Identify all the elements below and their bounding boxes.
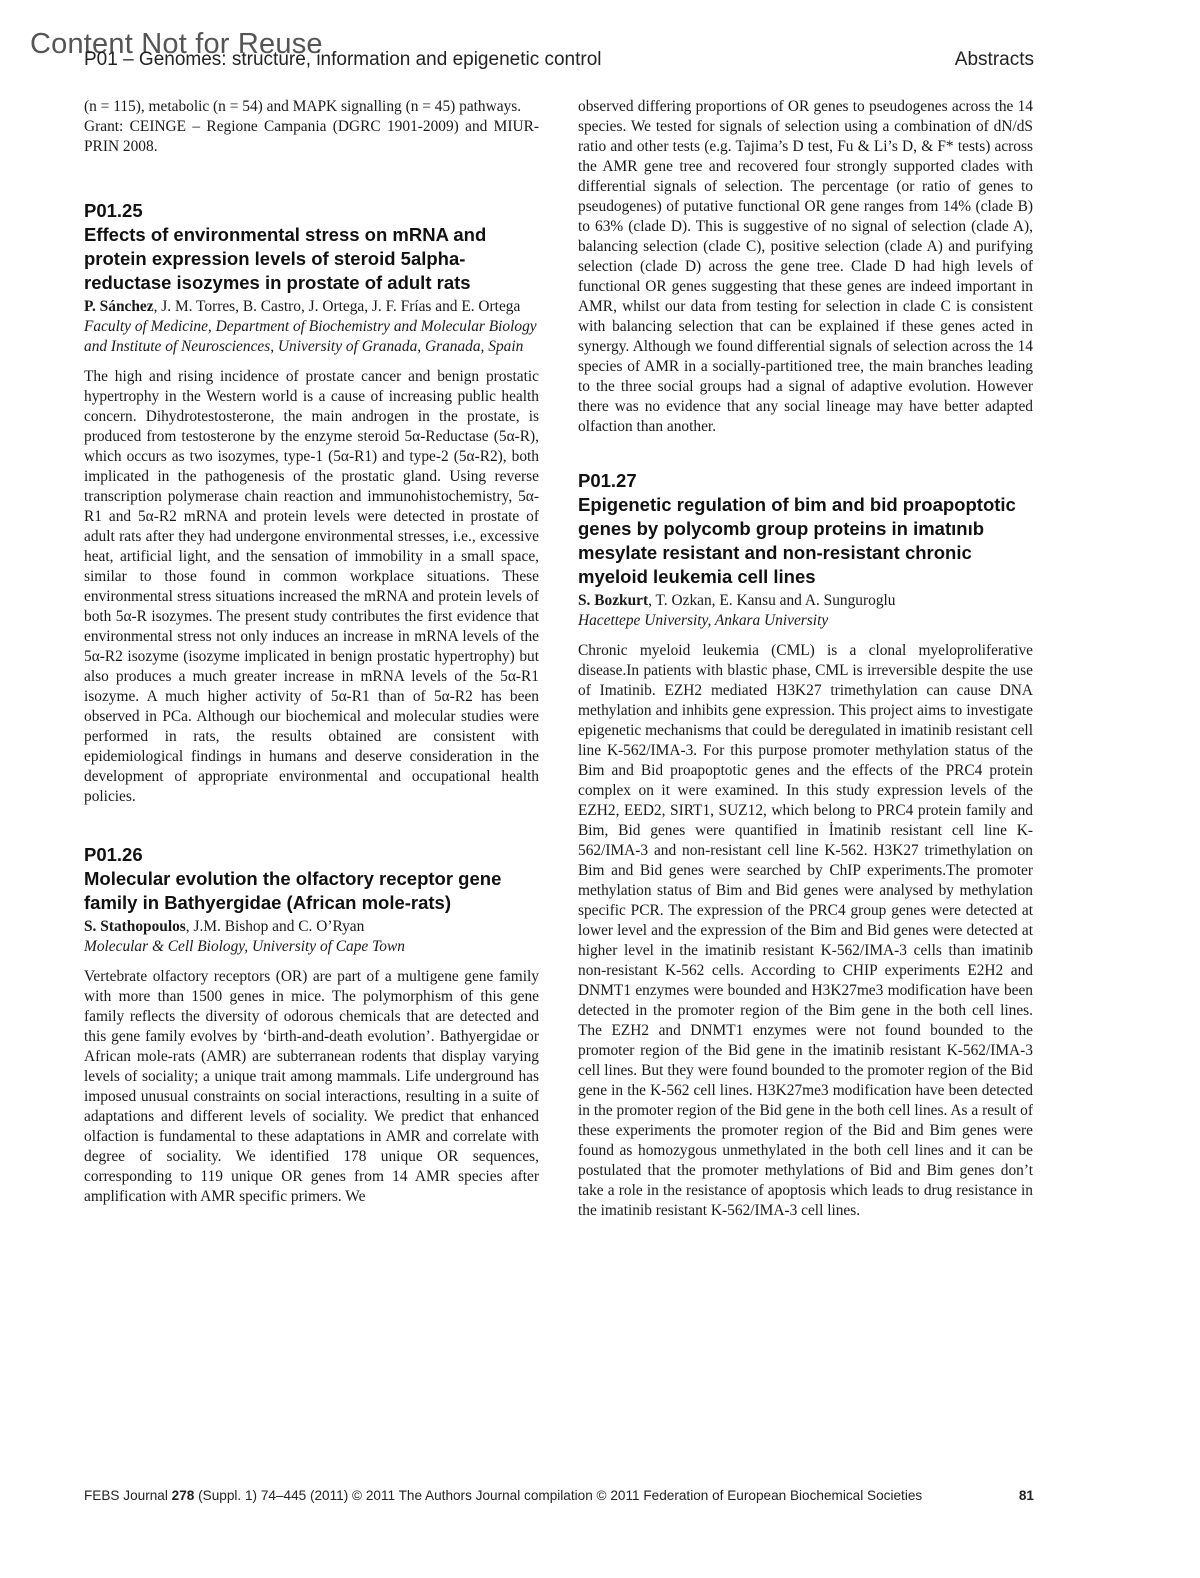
continuation-text: (n = 115), metabolic (n = 54) and MAPK signalling (n = 45) pathways.	[84, 98, 522, 115]
abstract-title: Epigenetic regulation of bim and bid proapoptotic genes by polycomb group proteins in imatınıb mesylate resistant and non-resistant chronic myeloid leukemia cell lines	[578, 494, 1016, 587]
page-number: 81	[1018, 1488, 1034, 1503]
abstract-body: Chronic myeloid leukemia (CML) is a clonal myeloproliferative disease.In patients with blastic phase, CML is irreversible despite the use of Imatinib. EZH2 mediated H3K27 trimethylation can cause DNA methylation and inhibits gene expression. This project aims to investigate epigenetic mechanisms that could be deregulated in imatinib resistant cell line K-562/IMA-3. For this purpose promoter methylation status of the Bim and Bid proapoptotic genes and the effects of the PRC4 protein complex on it were examined. In this study expression levels of the EZH2, EED2, SIRT1, SUZ12, which belong to PRC4 protein family and Bim, Bid genes were quantified in İmatinib resistant cell line K-562/IMA-3 and non-resistant cell line K-562. H3K27 trimethylation on Bim and Bid genes were searched by ChIP experiments.The promoter methylation status of Bim and Bid genes were analysed by methylation specific PCR. The expression of the PRC4 group genes were detected at lower level and the expression of the Bim and Bid genes were detected at higher level in the imatinib resistant K-562/IMA-3 cells than imatinib non-resistant K-562 cells. According to CHIP experiments E2H2 and DNMT1 enzymes were bounded and H3K27me3 modification have been detected in the promoter region of the Bim gene in the both cell lines. The EZH2 and DNMT1 enzymes were not found bounded to the promoter region of the Bid gene in the imatinib resistant K-562/IMA-3 cell lines. But they were found bounded to the promoter region of the Bid gene in the K-562 cell lines. H3K27me3 modification have been detected in the promoter region of the Bid gene in the both cell lines. As a result of these experiments the promoter region of the Bid and Bim genes were found as homozygous unmethylated in the both cell lines and it can be postulated that the promoter methylations of Bid and Bim genes don’t take a role in the resistance of apoptosis which leads to drug resistance in the imatinib resistant K-562/IMA-3 cell lines.	[578, 642, 1033, 1219]
first-author: S. Stathopoulos	[84, 918, 186, 935]
page-footer	[84, 1488, 1034, 1510]
other-authors: , J.M. Bishop and C. O’Ryan	[185, 918, 365, 935]
other-authors: , T. Ozkan, E. Kansu and A. Sunguroglu	[648, 592, 896, 609]
running-head	[84, 49, 1034, 75]
footer-citation	[84, 1488, 922, 1503]
footer-journal: FEBS Journal	[84, 1488, 172, 1503]
abstract-p01-26	[84, 843, 539, 1207]
footer-volume: 278	[171, 1488, 195, 1503]
abstract-authors	[84, 297, 539, 317]
grant-text: Grant: CEINGE – Regione Campania (DGRC 1901-2009) and MIUR-PRIN 2008.	[84, 118, 539, 155]
other-authors: , J. M. Torres, B. Castro, J. Ortega, J. F. Frías and E. Ortega	[153, 298, 521, 315]
abstract-title: Effects of environmental stress on mRNA and protein expression levels of steroid 5alpha-reductase isozymes in prostate of adult rats	[84, 224, 487, 293]
left-column	[84, 97, 539, 1207]
abstract-affiliation: Hacettepe University, Ankara University	[578, 612, 829, 629]
abstract-authors	[84, 917, 539, 937]
abstract-authors	[578, 591, 1033, 611]
abstract-body: Vertebrate olfactory receptors (OR) are part of a multigene gene family with more than 1500 genes in mice. The polymorphism of this gene family reflects the diversity of odorous chemicals that are detected and this gene family evolves by ‘birth-and-death evolution’. Bathyergidae or African mole-rats (AMR) are subterranean rodents that display varying levels of sociality; a unique trait among mammals. Life underground has imposed unusual constraints on social interactions, resulting in a suite of adaptations and different levels of sociality. We predict that enhanced olfaction is fundamental to these adaptations in AMR and correlate with degree of sociality. We identified 178 unique OR sequences, corresponding to 119 unique OR genes from 14 AMR species after amplification with AMR specific primers. We	[84, 968, 539, 1205]
first-author: S. Bozkurt	[578, 592, 649, 609]
first-author: P. Sánchez	[84, 298, 154, 315]
right-column	[578, 97, 1033, 1221]
abstract-id: P01.27	[578, 470, 637, 491]
abstract-id: P01.25	[84, 200, 143, 221]
abstract-body-continued: observed differing proportions of OR genes to pseudogenes across the 14 species. We tested for signals of selection using a combination of dN/dS ratio and other tests (e.g. Tajima’s D test, Fu & Li’s D, & F* tests) across the AMR gene tree and recovered four strongly supported clades with differential signals of selection. The percentage (or ratio of genes to pseudogenes) of putative functional OR gene ranges from 14% (clade B) to 63% (clade D). This is suggestive of no signal of selection (clade A), balancing selection (clade C), positive selection (clade A) and purifying selection (clade D) across the gene tree. Clade D had high levels of functional OR genes suggesting that these genes are indeed important in AMR, whilst our data from testing for selection in clade C is consistent with balancing selection that can be explained if these genes acted in synergy. Although we found differential signals of selection across the 14 species of AMR in a socially-partitioned tree, the main branches leading to the three social groups had a signal of adaptive evolution. However there was no evidence that any social lineage may have better adapted olfaction than another.	[578, 98, 1033, 435]
abstract-p01-27	[578, 469, 1033, 1221]
watermark: Content Not for Reuse	[30, 28, 323, 60]
abstract-affiliation: Faculty of Medicine, Department of Biochemistry and Molecular Biology and Institute of Neurosciences, University of Granada, Granada, Spain	[84, 318, 537, 355]
abstract-affiliation: Molecular & Cell Biology, University of Cape Town	[84, 938, 405, 955]
abstract-p01-25	[84, 199, 539, 807]
abstract-id: P01.26	[84, 844, 143, 865]
abstract-body: The high and rising incidence of prostate cancer and benign prostatic hypertrophy in the Western world is a cause of increasing public health concern. Dihydrotestosterone, the main androgen in the prostate, is produced from testosterone by the enzyme steroid 5α-Reductase (5α-R), which occurs as two isozymes, type-1 (5α-R1) and type-2 (5α-R2), both implicated in the pathogenesis of the prostatic gland. Using reverse transcription polymerase chain reaction and immunohistochemistry, 5α-R1 and 5α-R2 mRNA and protein levels were detected in prostate of adult rats after they had undergone environmental stresses, i.e., excessive heat, artificial light, and the sensation of immobility in a small space, similar to those found in common workplace situations. These environmental stress situations increased the mRNA and protein levels of both 5α-R isozymes. The present study contributes the first evidence that environmental stress not only induces an increase in mRNA levels of the 5α-R2 isozyme (isozyme implicated in benign prostatic hypertrophy) but also produces a much greater increase in mRNA levels of the 5α-R1 isozyme. A much higher activity of 5α-R1 than of 5α-R2 has been observed in PCa. Although our biochemical and molecular studies were performed in rats, the results obtained are consistent with epidemiological findings in humans and deserve consideration in the development of appropriate environmental and occupational health policies.	[84, 368, 539, 805]
abstract-title: Molecular evolution the olfactory receptor gene family in Bathyergidae (African mole-rats)	[84, 868, 502, 913]
section-label: Abstracts	[954, 49, 1034, 70]
footer-copyright: (Suppl. 1) 74–445 (2011) © 2011 The Authors Journal compilation © 2011 Federation of European Biochemical Societies	[194, 1488, 923, 1503]
section-title: P01 – Genomes: structure, information and epigenetic control	[84, 49, 602, 70]
